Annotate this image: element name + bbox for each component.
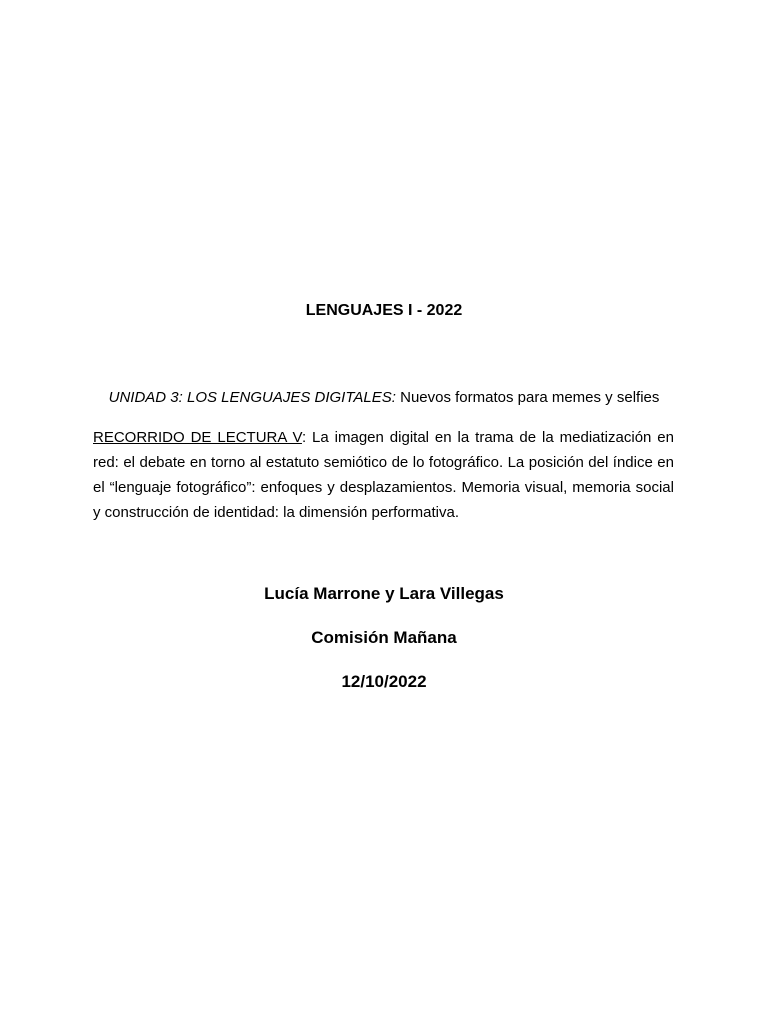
reading-paragraph [93, 425, 674, 525]
unit-line [0, 388, 768, 408]
commission: Comisión Mañana [311, 628, 457, 647]
reading-description: : La imagen digital en la trama de la mediatización en red: el debate en torno al estatuto semiótico de lo fotográfico. La posición del índice en el “lenguaje fotográfico”: enfoques y desplazamientos. Memoria visual, memoria social y construcción de identidad: la dimensión performativa. [93, 429, 674, 521]
date: 12/10/2022 [341, 672, 427, 691]
authors: Lucía Marrone y Lara Villegas [264, 584, 504, 603]
unit-description: Nuevos formatos para memes y selfies [395, 389, 660, 406]
unit-label: UNIDAD 3: LOS LENGUAJES DIGITALES: [108, 389, 396, 406]
course-title: LENGUAJES I - 2022 [305, 302, 463, 319]
reading-label: RECORRIDO DE LECTURA V [93, 429, 302, 446]
